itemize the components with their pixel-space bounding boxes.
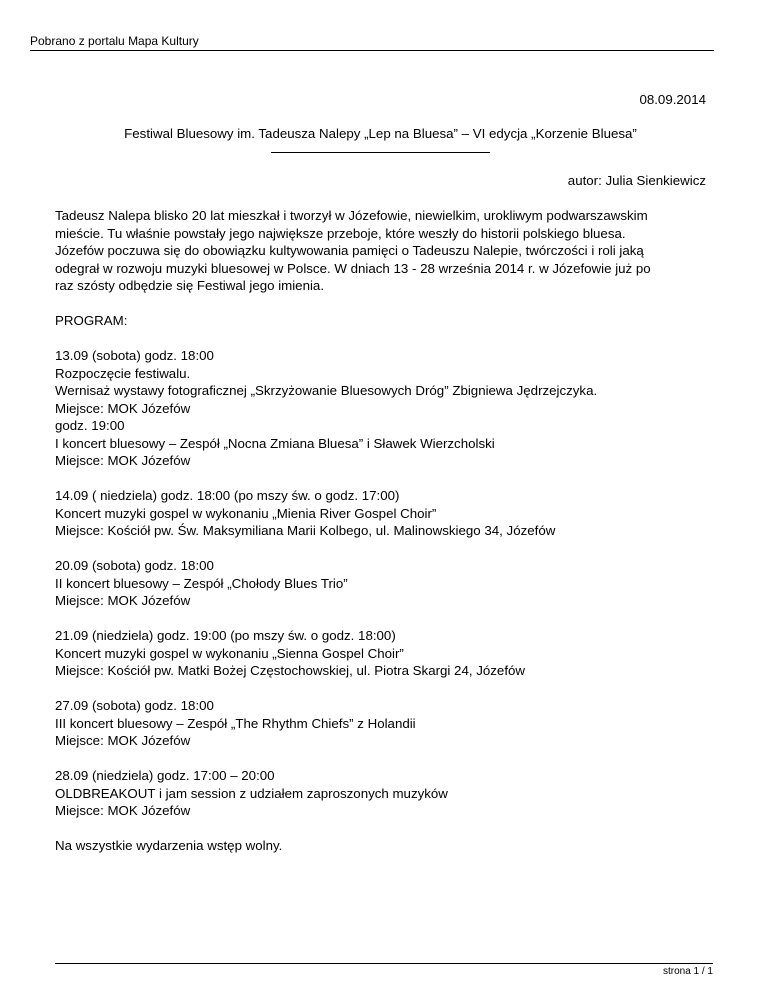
intro-line: raz szósty odbędzie się Festiwal jego imienia. xyxy=(55,278,325,293)
intro-line: mieście. Tu właśnie powstały jego największe przeboje, które weszły do historii polskiego bluesa. xyxy=(55,225,626,241)
event-line: godz. 19:00 xyxy=(55,418,125,433)
event-line: 27.09 (sobota) godz. 18:00 xyxy=(55,698,214,713)
event-line: II koncert bluesowy – Zespół „Chołody Blues Trio” xyxy=(55,575,348,591)
page-number: strona 1 / 1 xyxy=(662,966,713,977)
title-underline xyxy=(55,140,706,158)
event-line: Miejsce: MOK Józefów xyxy=(55,593,191,608)
event-line: Miejsce: MOK Józefów xyxy=(55,733,191,748)
event-line: 20.09 (sobota) godz. 18:00 xyxy=(55,558,214,573)
event-line: 21.09 (niedziela) godz. 19:00 (po mszy św. o godz. 18:00) xyxy=(55,628,396,643)
event-line: Koncert muzyki gospel w wykonaniu „Sienna Gospel Choir” xyxy=(55,645,404,661)
footer-divider xyxy=(55,963,713,964)
event-line: Koncert muzyki gospel w wykonaniu „Mienia River Gospel Choir” xyxy=(55,505,437,521)
event-line: Wernisaż wystawy fotograficznej „Skrzyżowanie Bluesowych Dróg” Zbigniewa Jędrzejczyka. xyxy=(55,383,598,398)
event-line: Miejsce: Kościół pw. Św. Maksymiliana Marii Kolbego, ul. Malinowskiego 34, Józefów xyxy=(55,523,556,538)
intro-line: odegrał w rozwoju muzyki bluesowej w Polsce. W dniach 13 - 28 września 2014 r. w Józefowie już po xyxy=(55,260,651,276)
header-divider xyxy=(30,50,714,51)
program-event xyxy=(55,487,706,540)
closing-note: Na wszystkie wydarzenia wstęp wolny. xyxy=(55,838,283,853)
event-line: 13.09 (sobota) godz. 18:00 xyxy=(55,348,214,363)
source-header: Pobrano z portalu Mapa Kultury xyxy=(30,34,199,48)
intro-paragraph xyxy=(55,207,706,295)
program-event xyxy=(55,697,706,750)
event-line: Miejsce: MOK Józefów xyxy=(55,453,191,468)
program-event xyxy=(55,627,706,680)
event-line: Rozpoczęcie festiwalu. xyxy=(55,365,191,381)
event-line: Miejsce: MOK Józefów xyxy=(55,400,191,416)
article-date: 08.09.2014 xyxy=(639,92,706,107)
event-line: Miejsce: Kościół pw. Matki Bożej Częstochowskiej, ul. Piotra Skargi 24, Józefów xyxy=(55,663,526,678)
event-line: 28.09 (niedziela) godz. 17:00 – 20:00 xyxy=(55,768,275,783)
event-line: I koncert bluesowy – Zespół „Nocna Zmiana Bluesa” i Sławek Wierzcholski xyxy=(55,435,495,451)
article-body xyxy=(55,91,706,855)
program-heading: PROGRAM: xyxy=(55,313,128,328)
article-title: Festiwal Bluesowy im. Tadeusza Nalepy „Lep na Bluesa” – VI edycja „Korzenie Bluesa” xyxy=(124,125,637,141)
intro-line: Józefów poczuwa się do obowiązku kultywowania pamięci o Tadeuszu Nalepie, twórczości i roli jaką xyxy=(55,243,644,258)
event-line: 14.09 ( niedziela) godz. 18:00 (po mszy św. o godz. 17:00) xyxy=(55,488,400,503)
program-event xyxy=(55,767,706,820)
program-event xyxy=(55,557,706,610)
intro-line: Tadeusz Nalepa blisko 20 lat mieszkał i tworzył w Józefowie, niewielkim, urokliwym podwarszawskim xyxy=(55,208,648,223)
event-line: OLDBREAKOUT i jam session z udziałem zaproszonych muzyków xyxy=(55,785,448,801)
event-line: III koncert bluesowy – Zespół „The Rhythm Chiefs” z Holandii xyxy=(55,715,416,731)
event-line: Miejsce: MOK Józefów xyxy=(55,803,191,818)
article-author: autor: Julia Sienkiewicz xyxy=(567,172,706,188)
program-event xyxy=(55,347,706,470)
